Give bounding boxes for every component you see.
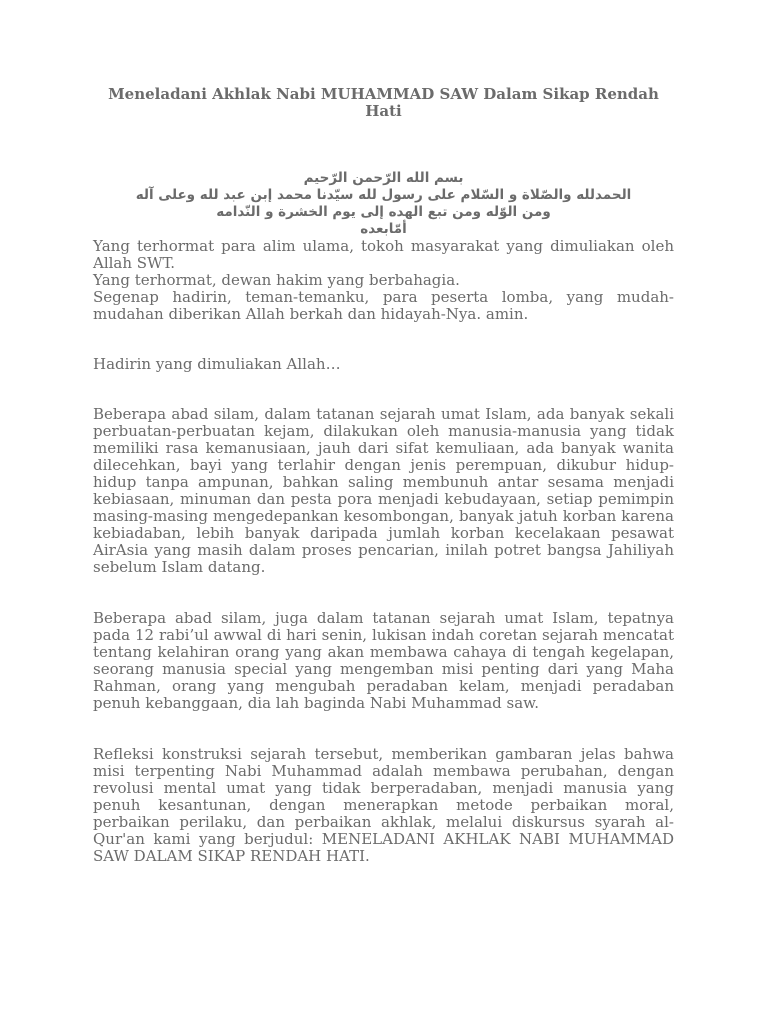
audience-address: Hadirin yang dimuliakan Allah… [93,355,341,373]
greeting-line: Segenap hadirin, teman-temanku, para peserta lomba, yang mudah-mudahan diberikan Allah berkah dan hidayah-Nya. amin. [93,288,674,323]
greeting-line: Yang terhormat, dewan hakim yang berbahagia. [93,271,460,289]
body-paragraph: Refleksi konstruksi sejarah tersebut, memberikan gambaran jelas bahwa misi terpenting Nabi Muhammad adalah membawa perubahan, dengan revolusi mental umat yang tidak berperadaban, menjadi manusia yang penuh kesantunan, dengan menerapkan metode perbaikan moral, perbaikan perilaku, dan perbaikan akhlak, melalui diskursus syarah al-Qur'an kami yang berjudul: MENELADANI AKHLAK NABI MUHAMMAD SAW DALAM SIKAP RENDAH HATI. [93,745,674,865]
page-title: Meneladani Akhlak Nabi MUHAMMAD SAW Dalam Sikap Rendah Hati [108,85,659,120]
body-paragraph: Beberapa abad silam, juga dalam tatanan sejarah umat Islam, tepatnya pada 12 rabi’ul awwal di hari senin, lukisan indah coretan sejarah mencatat tentang kelahiran orang yang akan membawa cahaya di tengah kegelapan, seorang manusia special yang mengemban misi penting dari yang Maha Rahman, orang yang mengubah peradaban kelam, menjadi peradaban penuh kebanggaan, dia lah baginda Nabi Muhammad saw. [93,609,674,712]
arabic-line-hamdalah: الحمدلله والصّلاة و السّلام على رسول لله سيّدنا محمد إبن عبد لله وعلى آله [135,187,632,203]
body-paragraph: Beberapa abad silam, dalam tatanan sejarah umat Islam, ada banyak sekali perbuatan-perbuatan kejam, dilakukan oleh manusia-manusia yang tidak memiliki rasa kemanusiaan, jauh dari sifat kemuliaan, ada banyak wanita dilecehkan, bayi yang terlahir dengan jenis perempuan, dikubur hidup-hidup tanpa ampunan, bahkan saling membunuh antar sesama menjadi kebiasaan, minuman dan pesta pora menjadi kebudayaan, setiap pemimpin masing-masing mengedepankan kesombongan, banyak jatuh korban karena kebiadaban, lebih banyak daripada jumlah korban kecelakaan pesawat AirAsia yang masih dalam proses pencarian, inilah potret bangsa Jahiliyah sebelum Islam datang. [93,405,674,576]
greetings [93,238,674,323]
greeting-line: Yang terhormat para alim ulama, tokoh masyarakat yang dimuliakan oleh Allah SWT. [93,237,674,272]
arabic-opening [93,170,674,238]
document-page [93,86,674,865]
arabic-line-salawat: ومن الوّله ومن تبع الهده إلى يوم الخشرة و النّدامه [216,204,551,220]
arabic-line-basmalah: بسم الله الرّحمن الرّحيم [303,170,464,186]
arabic-line-ammaba-du: أمّابعده [360,221,407,237]
